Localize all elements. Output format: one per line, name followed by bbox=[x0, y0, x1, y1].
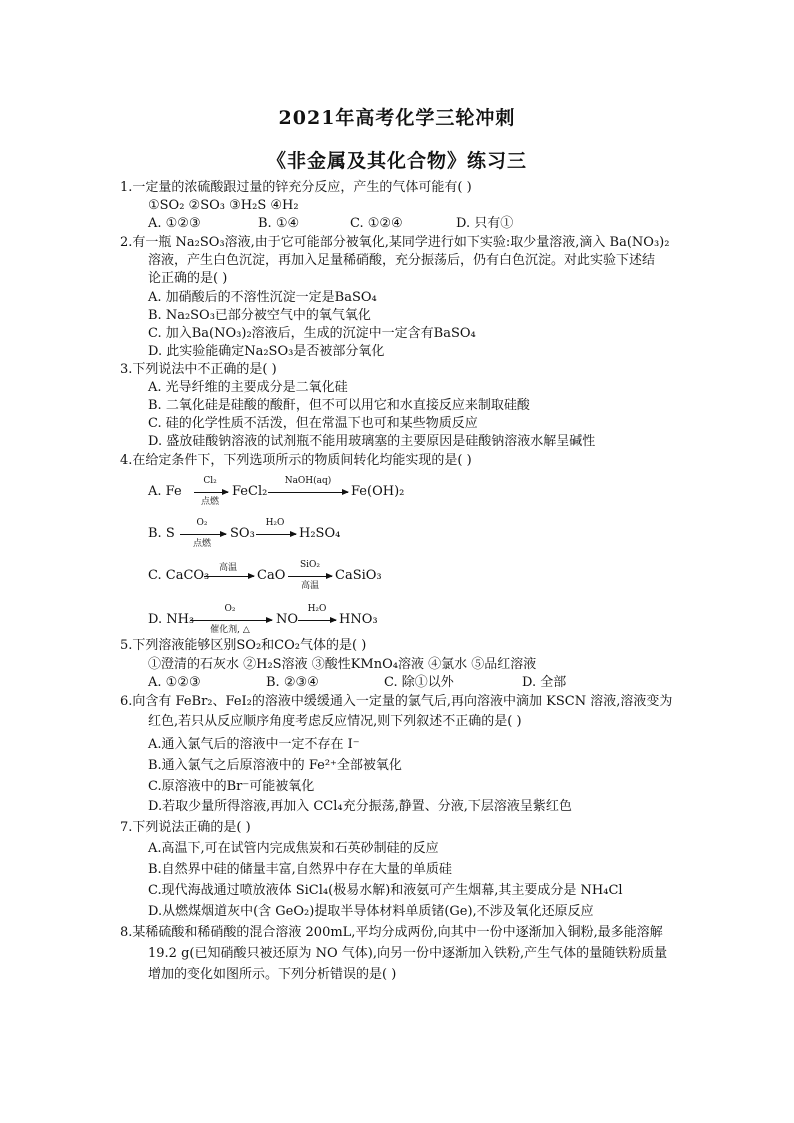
question-3-option-a: A. 光导纤维的主要成分是二氧化硅 bbox=[148, 380, 348, 395]
reaction-c-arrow-1 bbox=[204, 576, 254, 577]
question-3-option-c: C. 硅的化学性质不活泼，但在常温下也可和某些物质反应 bbox=[148, 416, 478, 431]
page-title: 2021年高考化学三轮冲刺 bbox=[278, 107, 516, 129]
question-5-option-a: A. ①②③ bbox=[148, 675, 201, 690]
reaction-d-arrow-1 bbox=[190, 620, 272, 621]
reaction-c-arrow-2 bbox=[288, 576, 332, 577]
reaction-b-condition-bottom-1: 点燃 bbox=[192, 539, 211, 549]
reaction-b-condition-top-2: H₂O bbox=[265, 518, 285, 528]
reaction-c-condition-top-2: SiO₂ bbox=[299, 560, 321, 570]
question-5-option-d: D. 全部 bbox=[522, 675, 567, 690]
reaction-b-start: B. S bbox=[148, 526, 175, 541]
reaction-d-intermediate: NO bbox=[276, 612, 299, 627]
reaction-a-arrow-2 bbox=[268, 492, 348, 493]
question-6-line-1: 6.向含有 FeBr₂、FeI₂的溶液中缓缓通入一定量的氯气后,再向溶液中滴加 KSCN 溶液,溶液变为 bbox=[120, 694, 673, 709]
question-2-option-c: C. 加入Ba(NO₃)₂溶液后，生成的沉淀中一定含有BaSO₄ bbox=[148, 326, 476, 341]
reaction-a-start: A. Fe bbox=[148, 484, 182, 499]
question-1-option-d: D. 只有① bbox=[456, 216, 514, 231]
question-1-option-b: B. ①④ bbox=[258, 216, 300, 231]
question-8-line-2: 19.2 g(已知硝酸只被还原为 NO 气体),向另一份中逐渐加入铁粉,产生气体的量随铁粉质量 bbox=[148, 946, 668, 961]
question-4-option-b bbox=[148, 518, 568, 558]
reaction-c-condition-top-1: 高温 bbox=[218, 563, 237, 573]
reaction-d-start: D. NH₃ bbox=[148, 612, 195, 627]
reaction-b-arrow-1 bbox=[180, 534, 226, 535]
question-8-line-3: 增加的变化如图所示。下列分析错误的是( ) bbox=[148, 967, 397, 982]
reaction-a-condition-top-1: Cl₂ bbox=[203, 476, 217, 486]
question-7-stem: 7.下列说法正确的是( ) bbox=[120, 820, 251, 835]
reaction-b-arrow-2 bbox=[256, 534, 296, 535]
reaction-a-condition-top-2: NaOH(aq) bbox=[284, 476, 332, 486]
question-2-line-1: 2.有一瓶 Na₂SO₃溶液,由于它可能部分被氧化,某同学进行如下实验:取少量溶液,滴入 Ba(NO₃)₂ bbox=[120, 235, 670, 250]
question-7-option-c: C.现代海战通过喷放液体 SiCl₄(极易水解)和液氨可产生烟幕,其主要成分是 NH₄Cl bbox=[148, 883, 623, 898]
reaction-a-intermediate: FeCl₂ bbox=[232, 484, 268, 499]
question-1-option-a: A. ①②③ bbox=[148, 216, 201, 231]
reaction-c-intermediate: CaO bbox=[257, 568, 286, 583]
reaction-a-product: Fe(OH)₂ bbox=[351, 484, 405, 499]
question-4-option-c bbox=[148, 560, 568, 600]
question-6-option-a: A.通入氯气后的溶液中一定不存在 I⁻ bbox=[148, 737, 360, 752]
question-7-option-a: A.高温下,可在试管内完成焦炭和石英砂制硅的反应 bbox=[148, 841, 439, 856]
reaction-d-condition-top-1: O₂ bbox=[224, 604, 236, 614]
question-2-option-b: B. Na₂SO₃已部分被空气中的氧气氧化 bbox=[148, 308, 371, 323]
question-6-option-c: C.原溶液中的Br⁻可能被氧化 bbox=[148, 779, 315, 794]
question-6-option-d: D.若取少量所得溶液,再加入 CCl₄充分振荡,静置、分液,下层溶液呈紫红色 bbox=[148, 799, 572, 814]
reaction-c-start: C. CaCO₃ bbox=[148, 568, 210, 583]
reaction-b-product: H₂SO₄ bbox=[299, 526, 341, 541]
question-2-option-d: D. 此实验能确定Na₂SO₃是否被部分氧化 bbox=[148, 344, 385, 359]
question-3-option-b: B. 二氧化硅是硅酸的酸酐，但不可以用它和水直接反应来制取硅酸 bbox=[148, 398, 530, 413]
question-5-stem: 5.下列溶液能够区别SO₂和CO₂气体的是( ) bbox=[120, 638, 367, 653]
reaction-c-condition-bottom-2: 高温 bbox=[300, 581, 319, 591]
reaction-d-product: HNO₃ bbox=[339, 612, 378, 627]
question-6-line-2: 红色,若只从反应顺序角度考虑反应情况,则下列叙述不正确的是( ) bbox=[148, 714, 522, 729]
question-7-option-d: D.从燃煤烟道灰中(含 GeO₂)提取半导体材料单质锗(Ge),不涉及氧化还原反应 bbox=[148, 904, 594, 919]
question-4-option-a bbox=[148, 476, 568, 516]
question-3-option-d: D. 盛放硅酸钠溶液的试剂瓶不能用玻璃塞的主要原因是硅酸钠溶液水解呈碱性 bbox=[148, 434, 596, 449]
question-2-line-3: 论正确的是( ) bbox=[148, 271, 228, 286]
question-1-option-c: C. ①②④ bbox=[350, 216, 403, 231]
question-3-stem: 3.下列说法中不正确的是( ) bbox=[120, 362, 277, 377]
reaction-b-condition-top-1: O₂ bbox=[196, 518, 208, 528]
question-2-option-a: A. 加硝酸后的不溶性沉淀一定是BaSO₄ bbox=[148, 290, 377, 305]
question-6-option-b: B.通入氯气之后原溶液中的 Fe²⁺全部被氧化 bbox=[148, 758, 402, 773]
reaction-b-intermediate: SO₃ bbox=[230, 526, 255, 541]
reaction-d-condition-top-2: H₂O bbox=[307, 604, 327, 614]
question-1-items: ①SO₂ ②SO₃ ③H₂S ④H₂ bbox=[148, 198, 299, 213]
question-4-stem: 4.在给定条件下，下列选项所示的物质间转化均能实现的是( ) bbox=[120, 453, 472, 468]
reaction-a-arrow-1 bbox=[194, 492, 228, 493]
question-2-line-2: 溶液，产生白色沉淀，再加入足量稀硝酸，充分振荡后，仍有白色沉淀。对此实验下述结 bbox=[148, 253, 656, 268]
question-5-items: ①澄清的石灰水 ②H₂S溶液 ③酸性KMnO₄溶液 ④氯水 ⑤品红溶液 bbox=[148, 657, 537, 672]
reaction-d-arrow-2 bbox=[298, 620, 336, 621]
reaction-c-product: CaSiO₃ bbox=[335, 568, 382, 583]
page-subtitle: 《非金属及其化合物》练习三 bbox=[266, 150, 527, 172]
question-7-option-b: B.自然界中硅的储量丰富,自然界中存在大量的单质硅 bbox=[148, 862, 452, 877]
question-1-stem: 1.一定量的浓硫酸跟过量的锌充分反应，产生的气体可能有( ) bbox=[120, 180, 472, 195]
reaction-a-condition-bottom-1: 点燃 bbox=[200, 497, 219, 507]
question-5-option-c: C. 除①以外 bbox=[384, 675, 454, 690]
question-8-line-1: 8.某稀硫酸和稀硝酸的混合溶液 200mL,平均分成两份,向其中一份中逐渐加入铜粉,最多能溶解 bbox=[120, 925, 663, 940]
reaction-d-condition-bottom-1: 催化剂, △ bbox=[210, 625, 250, 635]
question-5-option-b: B. ②③④ bbox=[266, 675, 319, 690]
